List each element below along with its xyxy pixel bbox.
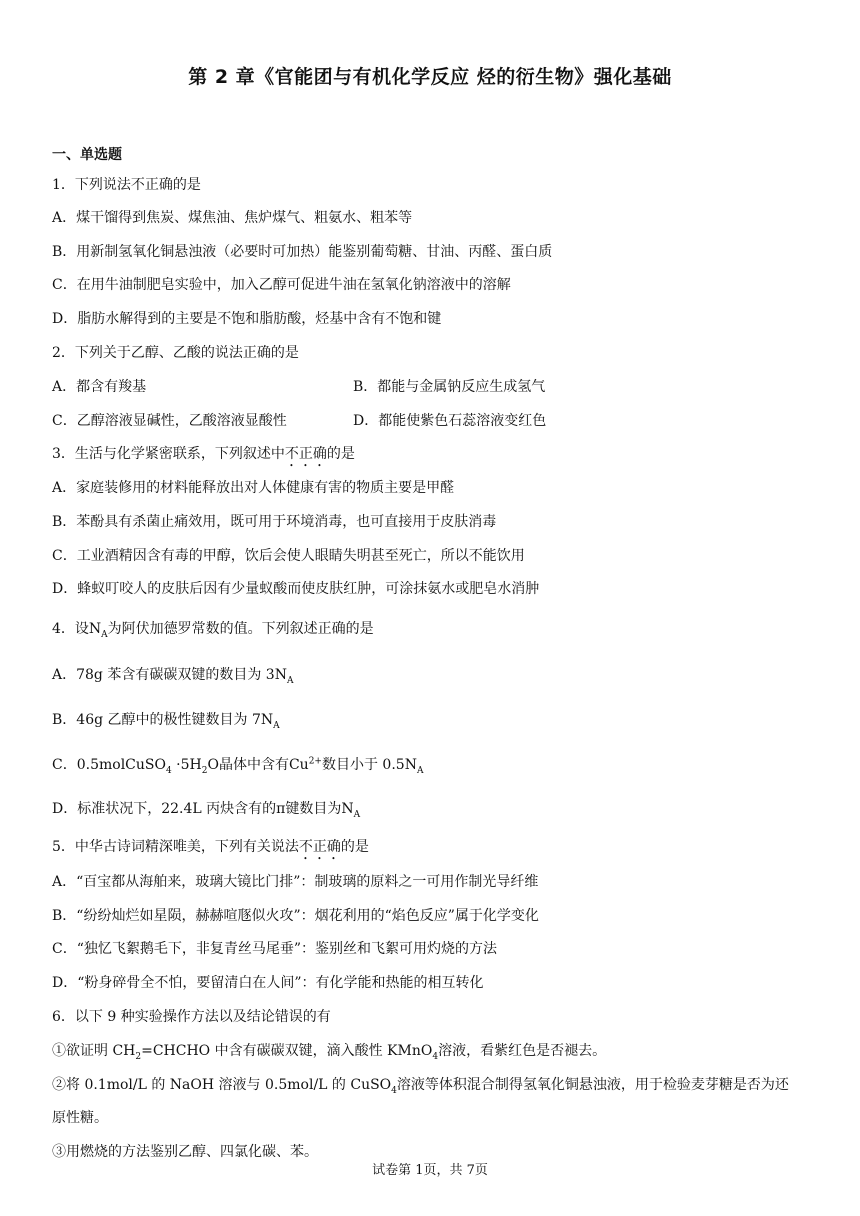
question-4-stem-end: 为阿伏加德罗常数的值。下列叙述正确的是 [107,621,374,637]
question-6-item-2: ②将 0.1mol/L 的 NaOH 溶液与 0.5mol/L 的 CuSO$_4$溶液等体积混合制得氢氧化铜悬浊液，用于检验麦芽糖是否为还 [52,1077,789,1096]
question-1-stem: 1．下列说法不正确的是 [52,177,201,193]
question-5-stem [52,836,369,863]
emphasis-text: 不正确 [284,446,327,462]
avogadro-symbol: $N_A$ [274,667,294,686]
question-6-item-3: ③用燃烧的方法鉴别乙醇、四氯化碳、苯。 [52,1144,318,1160]
ion-formula: $Cu^{2+}$ [288,756,322,773]
question-4-option-c: C．0.5molCuSO$_4$ $\cdot 5H_2O$晶体中含有$Cu^{2+}$数目小于 $0.5N_A$ [52,756,424,776]
question-6-item-2-continued: 原性糖。 [52,1110,108,1126]
question-3-stem-text: 3．生活与化学紧密联系，下列叙述中 [52,446,285,462]
question-6-item-1: ①欲证明 $CH_2=CHCHO$ 中含有碳碳双键，滴入酸性 KMnO$_4$溶液，看紫红色是否褪去。 [52,1043,607,1062]
question-5-stem-end: 的是 [340,839,369,855]
question-2-option-a: A．都含有羧基 [52,379,147,395]
page-footer: 试卷第 1页，共 7页 [372,1163,488,1178]
question-1-option-c: C．在用牛油制肥皂实验中，加入乙醇可促进牛油在氢氧化钠溶液中的溶解 [52,277,511,293]
question-3-option-b: B．苯酚具有杀菌止痛效用，既可用于环境消毒，也可直接用于皮肤消毒 [52,514,497,530]
page-title: 第 2 章《官能团与有机化学反应 烃的衍生物》强化基础 [188,66,672,88]
question-2-option-c: C．乙醇溶液显碱性，乙酸溶液显酸性 [52,413,287,429]
question-1-option-d: D．脂肪水解得到的主要是不饱和脂肪酸，烃基中含有不饱和键 [52,311,442,327]
question-5-option-b: B．“纷纷灿烂如星陨，赫赫喧豗似火攻”：烟花利用的“焰色反应”属于化学变化 [52,908,539,924]
question-5-option-c: C．“独忆飞絮鹅毛下，非复青丝马尾垂”：鉴别丝和飞絮可用灼烧的方法 [52,941,498,957]
question-4-option-d: D．标准状况下，22.4L 丙炔含有的π键数目为$N_A$ [52,801,361,820]
question-4-option-b: B．46g 乙醇中的极性键数目为 $7N_A$ [52,712,280,731]
question-2-option-d: D．都能使紫色石蕊溶液变红色 [353,413,547,429]
avogadro-symbol: $N_A$ [88,621,108,640]
question-4-stem [52,618,374,640]
question-2-stem: 2．下列关于乙醇、乙酸的说法正确的是 [52,345,299,361]
question-3-stem-end: 的是 [326,446,355,462]
emphasis-text: 不正确 [298,839,341,855]
question-5-stem-text: 5．中华古诗词精深唯美，下列有关说法 [52,839,299,855]
question-3-option-a: A．家庭装修用的材料能释放出对人体健康有害的物质主要是甲醛 [52,480,455,496]
question-4-option-a: A．78g 苯含有碳碳双键的数目为 $3N_A$ [52,667,294,686]
section-heading: 一、单选题 [52,147,122,163]
question-6-stem: 6．以下 9 种实验操作方法以及结论错误的有 [52,1009,331,1025]
question-3-option-c: C．工业酒精因含有毒的甲醇，饮后会使人眼睛失明甚至死亡，所以不能饮用 [52,548,525,564]
question-5-option-d: D．“粉身碎骨全不怕，要留清白在人间”：有化学能和热能的相互转化 [52,975,484,991]
question-3-stem [52,443,355,470]
question-1-option-b: B．用新制氢氧化铜悬浊液（必要时可加热）能鉴别葡萄糖、甘油、丙醛、蛋白质 [52,244,553,260]
question-5-option-a: A．“百宝都从海舶来，玻璃大镜比门排”：制玻璃的原料之一可用作制光导纤维 [52,874,539,890]
question-3-option-d: D．蜂蚁叮咬人的皮肤后因有少量蚁酸而使皮肤红肿，可涂抹氨水或肥皂水消肿 [52,581,540,597]
avogadro-symbol: $N_A$ [341,801,361,820]
avogadro-symbol: $N_A$ [404,757,424,776]
chemical-formula: 0.5molCuSO$_4$ $\cdot 5H_2O$ [76,757,219,776]
avogadro-symbol: $N_A$ [260,712,280,731]
question-2-option-b: B．都能与金属钠反应生成氢气 [353,379,546,395]
question-1-option-a: A．煤干馏得到焦炭、煤焦油、焦炉煤气、粗氨水、粗苯等 [52,210,413,226]
question-4-stem-text: 4．设 [52,621,89,637]
